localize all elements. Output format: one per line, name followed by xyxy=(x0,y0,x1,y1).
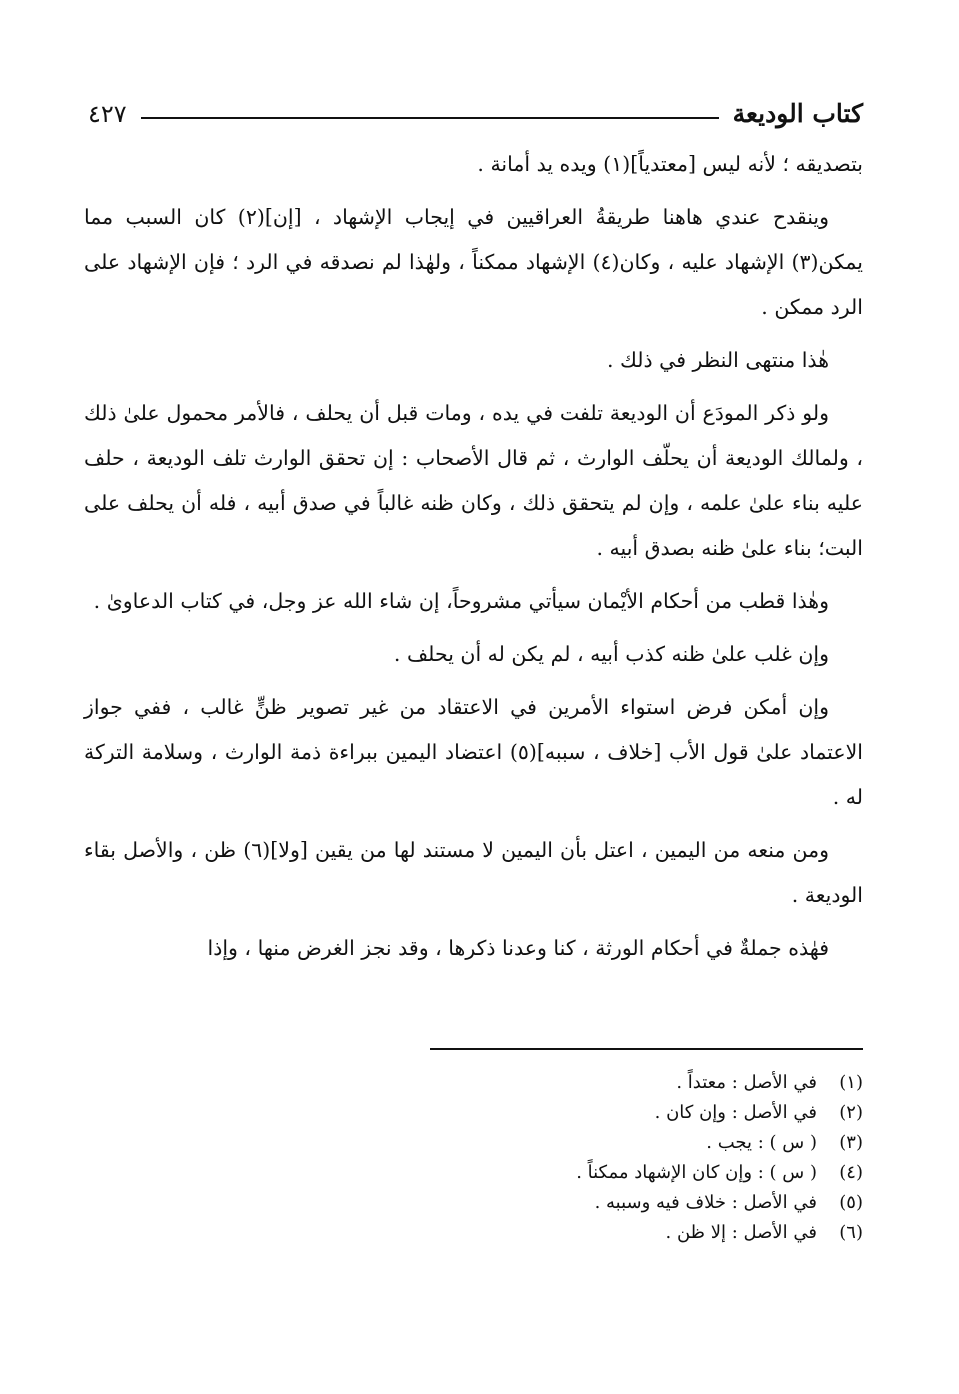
footnote-item xyxy=(300,1128,863,1158)
paragraph: وهٰذا قطب من أحكام الأيْمان سيأتي مشروحاً، إن شاء الله عز وجل، في كتاب الدعاوىٰ . xyxy=(93,589,829,613)
paragraph: وإن غلب علىٰ ظنه كذب أبيه ، لم يكن له أن يحلف . xyxy=(393,642,829,666)
footnote-item xyxy=(300,1068,863,1098)
page-header xyxy=(88,88,863,128)
paragraph: ولو ذكر المودَع أن الوديعة تلفت في يده ، ومات قبل أن يحلف ، فالأمر محمول علىٰ ذلك ، ولمالك الوديعة أن يحلّف الوارث ، ثم قال الأصحاب : إن تحقق الوارث تلف الوديعة ، حلف عليه بناء علىٰ علمه ، وإن لم يتحقق ذلك ، وكان ظنه غالباً في صدق أبيه ، فله أن يحلف على البت؛ بناء علىٰ ظنه بصدق أبيه . xyxy=(84,401,863,560)
footnote-item xyxy=(300,1218,863,1248)
footnote-text: في الأصل : وإن كان . xyxy=(654,1102,817,1123)
footnote-number: (٢) xyxy=(839,1102,863,1123)
footnote-item xyxy=(300,1158,863,1188)
footnote-number: (٥) xyxy=(839,1192,863,1213)
paragraph: بتصديقه ؛ لأنه ليس [معتدياً](١) ويده يد أمانة . xyxy=(477,152,863,176)
footnote-divider xyxy=(430,1048,863,1050)
paragraph: وينقدح عندي هاهنا طريقةُ العراقيين في إيجاب الإشهاد ، [إن](٢) كان السبب مما يمكن(٣) الإشهاد عليه ، وكان(٤) الإشهاد ممكناً ، ولهٰذا لم نصدقه في الرد ؛ فإن الإشهاد على الرد ممكن . xyxy=(84,205,863,319)
footnote-item xyxy=(300,1188,863,1218)
footnote-text: في الأصل : معتداً . xyxy=(676,1072,817,1093)
footnote-number: (٤) xyxy=(839,1162,863,1183)
paragraph: ومن منعه من اليمين ، اعتل بأن اليمين لا مستند لها من يقين [ولا](٦) ظن ، والأصل بقاء الوديعة . xyxy=(84,838,863,907)
paragraph: وإن أمكن فرض استواء الأمرين في الاعتقاد من غير تصوير ظنٍّ غالب ، ففي جواز الاعتماد علىٰ قول الأب [خلاف ، سببه](٥) اعتضاد اليمين ببراءة ذمة الوارث ، وسلامة التركة له . xyxy=(84,695,863,809)
page-number: ٤٢٧ xyxy=(88,100,127,128)
running-title: كتاب الوديعة xyxy=(732,99,863,128)
main-text xyxy=(84,142,863,979)
footnote-number: (١) xyxy=(839,1072,863,1093)
footnote-number: (٦) xyxy=(839,1222,863,1243)
paragraph: فهٰذه جملةٌ في أحكام الورثة ، كنا وعدنا ذكرها ، وقد نجز الغرض منها ، وإذا xyxy=(207,936,829,960)
footnote-text: ( س ) : يجب . xyxy=(706,1132,817,1153)
footnote-text: ( س ) : وإن كان الإشهاد ممكناً . xyxy=(576,1162,817,1183)
footnote-item xyxy=(300,1098,863,1128)
footnote-text: في الأصل : خلاف فيه وسببه . xyxy=(594,1192,817,1213)
paragraph: هٰذا منتهى النظر في ذلك . xyxy=(606,348,829,372)
header-rule xyxy=(141,117,719,119)
footnote-text: في الأصل : إلا ظن . xyxy=(665,1222,817,1243)
footnote-number: (٣) xyxy=(839,1132,863,1153)
footnotes xyxy=(300,1068,863,1248)
